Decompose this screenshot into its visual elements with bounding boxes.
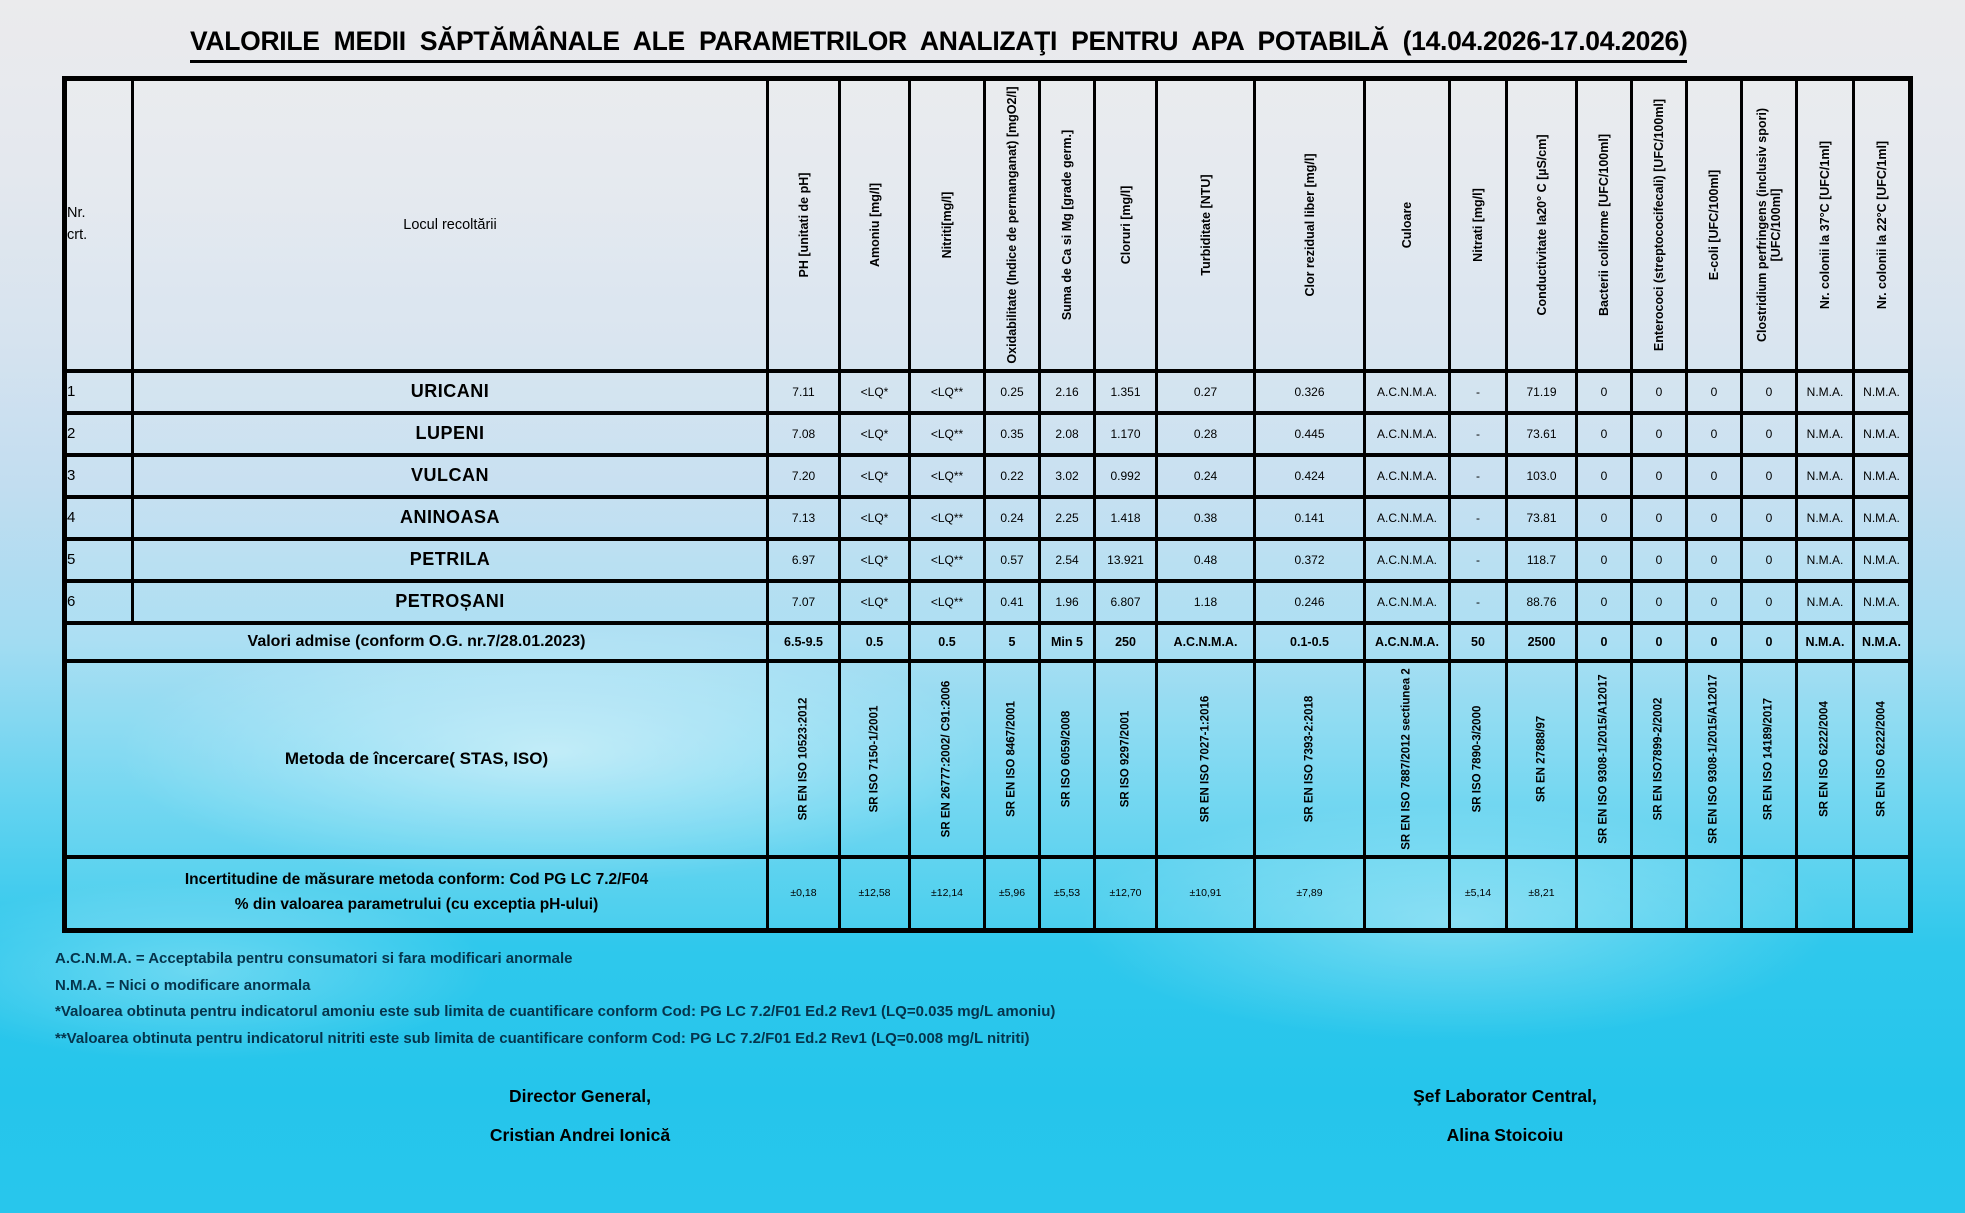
value-cell: 0 (1632, 497, 1687, 539)
value-cell: - (1450, 581, 1507, 623)
value-cell: <LQ* (840, 371, 910, 413)
param-header (1450, 79, 1507, 371)
param-header (768, 79, 840, 371)
value-cell: 0.22 (985, 455, 1040, 497)
value-cell: 2.25 (1040, 497, 1095, 539)
metoda-value-cell (1255, 661, 1365, 857)
footnote-line: N.M.A. = Nici o modificare anormala (55, 976, 311, 994)
valori-admise-value: 50 (1450, 623, 1507, 661)
metoda-value-cell (1632, 661, 1687, 857)
water-quality-table (62, 76, 1913, 933)
value-cell: - (1450, 413, 1507, 455)
table-row (65, 455, 1911, 497)
location-name: LUPENI (133, 413, 768, 455)
value-cell: 0 (1632, 539, 1687, 581)
value-cell: 0.28 (1157, 413, 1255, 455)
value-cell: 7.20 (768, 455, 840, 497)
signature-lab-title: Şef Laborator Central, (1413, 1085, 1597, 1106)
param-header (1040, 79, 1095, 371)
metoda-value: SR EN ISO 7393-2:2018 (1303, 695, 1316, 822)
value-cell: <LQ* (840, 581, 910, 623)
value-cell: 0.27 (1157, 371, 1255, 413)
value-cell: 0 (1687, 581, 1742, 623)
metoda-value: SR EN ISO7899-2/2002 (1652, 697, 1665, 820)
value-cell: N.M.A. (1797, 539, 1854, 581)
metoda-value: SR EN 26777:2002/ C91:2006 (940, 680, 953, 837)
row-number: 5 (65, 539, 133, 581)
value-cell: 73.81 (1507, 497, 1577, 539)
value-cell: 0 (1632, 371, 1687, 413)
value-cell: 2.16 (1040, 371, 1095, 413)
value-cell: <LQ** (910, 371, 985, 413)
incertitudine-row (65, 857, 1911, 931)
value-cell: 0 (1577, 539, 1632, 581)
value-cell: 0 (1687, 413, 1742, 455)
table-row (65, 581, 1911, 623)
param-header (1577, 79, 1632, 371)
value-cell: 0.326 (1255, 371, 1365, 413)
value-cell: 0.35 (985, 413, 1040, 455)
value-cell: 0 (1577, 455, 1632, 497)
value-cell: 3.02 (1040, 455, 1095, 497)
incertitudine-value (1742, 857, 1797, 931)
metoda-value: SR EN ISO 8467/2001 (1005, 700, 1018, 817)
metoda-value: SR ISO 6059/2008 (1060, 710, 1073, 807)
value-cell: 0.48 (1157, 539, 1255, 581)
value-cell: <LQ* (840, 455, 910, 497)
param-header-label: Conductivitate la20° C [µS/cm] (1534, 134, 1549, 316)
valori-admise-row (65, 623, 1911, 661)
value-cell: 0 (1632, 581, 1687, 623)
value-cell: 13.921 (1095, 539, 1157, 581)
value-cell: 0 (1577, 581, 1632, 623)
table-row (65, 497, 1911, 539)
metoda-value-cell (1687, 661, 1742, 857)
value-cell: N.M.A. (1797, 371, 1854, 413)
value-cell: <LQ** (910, 413, 985, 455)
value-cell: <LQ** (910, 497, 985, 539)
value-cell: 0 (1742, 539, 1797, 581)
incertitudine-value: ±12,70 (1095, 857, 1157, 931)
value-cell: <LQ** (910, 581, 985, 623)
valori-admise-value: 0.5 (840, 623, 910, 661)
value-cell: 1.96 (1040, 581, 1095, 623)
metoda-value: SR EN 27888/97 (1535, 715, 1548, 802)
value-cell: <LQ* (840, 539, 910, 581)
value-cell: 0 (1742, 413, 1797, 455)
metoda-value: SR ISO 7890-3/2000 (1471, 705, 1484, 812)
valori-admise-value: 0 (1632, 623, 1687, 661)
value-cell: 0 (1632, 413, 1687, 455)
incertitudine-label (65, 857, 768, 931)
value-cell: - (1450, 371, 1507, 413)
value-cell: <LQ* (840, 413, 910, 455)
value-cell: 103.0 (1507, 455, 1577, 497)
valori-admise-value: 2500 (1507, 623, 1577, 661)
param-header-label: Cloruri [mg/l] (1118, 185, 1133, 264)
footnote-line: A.C.N.M.A. = Acceptabila pentru consumatori si fara modificari anormale (55, 950, 573, 967)
value-cell: 1.418 (1095, 497, 1157, 539)
metoda-value: SR EN ISO 6222/2004 (1875, 700, 1888, 817)
valori-admise-value: 0 (1742, 623, 1797, 661)
value-cell: 0 (1687, 497, 1742, 539)
value-cell: 7.07 (768, 581, 840, 623)
value-cell: 0 (1687, 539, 1742, 581)
value-cell: 2.54 (1040, 539, 1095, 581)
param-header-label: E-coli [UFC/100ml] (1707, 169, 1721, 280)
value-cell: N.M.A. (1797, 455, 1854, 497)
value-cell: N.M.A. (1854, 371, 1911, 413)
table-row (65, 539, 1911, 581)
value-cell: N.M.A. (1854, 497, 1911, 539)
row-number: 4 (65, 497, 133, 539)
param-header-label: PH [unitati de pH] (796, 172, 811, 278)
param-header (1632, 79, 1687, 371)
table-row (65, 371, 1911, 413)
metoda-value-cell (768, 661, 840, 857)
value-cell: A.C.N.M.A. (1365, 539, 1450, 581)
value-cell: 0.24 (1157, 455, 1255, 497)
signature-lab-name: Alina Stoicoiu (1446, 1125, 1564, 1146)
row-number: 6 (65, 581, 133, 623)
value-cell: 6.97 (768, 539, 840, 581)
value-cell: 0 (1742, 455, 1797, 497)
incertitudine-value: ±5,96 (985, 857, 1040, 931)
param-header (985, 79, 1040, 371)
param-header-label: Suma de Ca si Mg [grade germ.] (1060, 129, 1074, 320)
metoda-value-cell (1040, 661, 1095, 857)
param-header (1157, 79, 1255, 371)
valori-admise-value: A.C.N.M.A. (1365, 623, 1450, 661)
value-cell: 0.57 (985, 539, 1040, 581)
metoda-value-cell (840, 661, 910, 857)
metoda-value: SR EN ISO 7027-1:2016 (1199, 695, 1212, 822)
header-nr-line1: Nr. (67, 205, 86, 221)
valori-admise-label: Valori admise (conform O.G. nr.7/28.01.2023) (65, 623, 768, 661)
value-cell: A.C.N.M.A. (1365, 497, 1450, 539)
valori-admise-value: N.M.A. (1854, 623, 1911, 661)
value-cell: N.M.A. (1854, 413, 1911, 455)
value-cell: 0.141 (1255, 497, 1365, 539)
incertitudine-label-line1: Incertitudine de măsurare metoda conform: Cod PG LC 7.2/F04 (184, 871, 649, 889)
page-title: VALORILE MEDII SĂPTĂMÂNALE ALE PARAMETRILOR ANALIZAŢI PENTRU APA POTABILĂ (14.04.2026-17.04.2026) (190, 26, 1687, 63)
incertitudine-value (1632, 857, 1687, 931)
footnotes (55, 946, 1965, 1053)
header-nr-crt (65, 79, 133, 371)
param-header (1742, 79, 1797, 371)
metoda-value: SR EN ISO 9308-1/2015/A12017 (1597, 673, 1610, 844)
valori-admise-value: 0 (1577, 623, 1632, 661)
incertitudine-value: ±12,14 (910, 857, 985, 931)
value-cell: N.M.A. (1797, 581, 1854, 623)
signature-sef-laborator (1275, 1077, 1735, 1156)
value-cell: 0.41 (985, 581, 1040, 623)
header-nr-line2: crt. (67, 226, 88, 243)
incertitudine-value: ±5,14 (1450, 857, 1507, 931)
value-cell: 7.13 (768, 497, 840, 539)
incertitudine-value (1577, 857, 1632, 931)
value-cell: 1.170 (1095, 413, 1157, 455)
value-cell: 0 (1577, 371, 1632, 413)
metoda-value-cell (1742, 661, 1797, 857)
valori-admise-value: 0.5 (910, 623, 985, 661)
metoda-value-cell (1854, 661, 1911, 857)
signature-director-title: Director General, (509, 1085, 651, 1106)
value-cell: A.C.N.M.A. (1365, 455, 1450, 497)
metoda-value-cell (1450, 661, 1507, 857)
row-number: 1 (65, 371, 133, 413)
incertitudine-value (1797, 857, 1854, 931)
param-header-label: Clostridium perfringens (inclusiv spori) [UFC/100ml] (1755, 107, 1783, 342)
location-name: URICANI (133, 371, 768, 413)
param-header (1095, 79, 1157, 371)
metoda-value: SR EN ISO 14189/2017 (1762, 697, 1775, 820)
value-cell: A.C.N.M.A. (1365, 371, 1450, 413)
header-row (65, 79, 1911, 371)
metoda-value-cell (985, 661, 1040, 857)
value-cell: 0.25 (985, 371, 1040, 413)
value-cell: 1.18 (1157, 581, 1255, 623)
incertitudine-label-line2: % din valoarea parametrului (cu exceptia pH-ului) (234, 896, 599, 914)
metoda-value: SR EN ISO 7887/2012 sectiunea 2 (1400, 667, 1413, 850)
param-header (1797, 79, 1854, 371)
param-header-label: Nr. colonii la 22°C [UFC/1ml] (1874, 140, 1889, 309)
incertitudine-value: ±7,89 (1255, 857, 1365, 931)
value-cell: N.M.A. (1854, 581, 1911, 623)
param-header-label: Clor rezidual liber [mg/l] (1302, 153, 1317, 297)
signature-director (365, 1077, 795, 1156)
value-cell: - (1450, 497, 1507, 539)
metoda-value: SR EN ISO 10523:2012 (797, 697, 810, 820)
value-cell: N.M.A. (1797, 497, 1854, 539)
value-cell: 0.445 (1255, 413, 1365, 455)
incertitudine-value: ±8,21 (1507, 857, 1577, 931)
metoda-row (65, 661, 1911, 857)
footnote-line: *Valoarea obtinuta pentru indicatorul amoniu este sub limita de cuantificare conform Cod: PG LC 7.2/F01 Ed.2 Rev1 (LQ=0.035 mg/L amoniu) (55, 1003, 1056, 1021)
param-header (1507, 79, 1577, 371)
value-cell: 0.38 (1157, 497, 1255, 539)
value-cell: A.C.N.M.A. (1365, 581, 1450, 623)
metoda-value: SR EN ISO 9308-1/2015/A12017 (1707, 673, 1720, 844)
param-header-label: Amoniu [mg/l] (867, 182, 882, 267)
value-cell: <LQ** (910, 455, 985, 497)
value-cell: 0.24 (985, 497, 1040, 539)
value-cell: 118.7 (1507, 539, 1577, 581)
value-cell: 7.08 (768, 413, 840, 455)
metoda-value: SR ISO 7150-1/2001 (868, 705, 881, 812)
location-name: PETRILA (133, 539, 768, 581)
incertitudine-value: ±10,91 (1157, 857, 1255, 931)
value-cell: A.C.N.M.A. (1365, 413, 1450, 455)
value-cell: 0 (1577, 497, 1632, 539)
value-cell: N.M.A. (1854, 455, 1911, 497)
param-header-label: Turbiditate [NTU] (1198, 174, 1213, 276)
table-row (65, 413, 1911, 455)
param-header (1687, 79, 1742, 371)
valori-admise-value: 0.1-0.5 (1255, 623, 1365, 661)
metoda-label: Metoda de încercare( STAS, ISO) (65, 661, 768, 857)
param-header-label: Nr. colonii la 37°C [UFC/1ml] (1818, 140, 1832, 309)
value-cell: <LQ* (840, 497, 910, 539)
value-cell: 0 (1687, 371, 1742, 413)
param-header-label: Nitriti[mg/l] (940, 191, 954, 259)
valori-admise-value: 250 (1095, 623, 1157, 661)
valori-admise-value: N.M.A. (1797, 623, 1854, 661)
signature-director-name: Cristian Andrei Ionică (489, 1125, 671, 1146)
value-cell: N.M.A. (1854, 539, 1911, 581)
param-header-label: Nitrati [mg/l] (1471, 187, 1485, 262)
location-name: VULCAN (133, 455, 768, 497)
value-cell: - (1450, 539, 1507, 581)
param-header (1854, 79, 1911, 371)
valori-admise-value: 5 (985, 623, 1040, 661)
param-header-label: Enterococi (streptococifecali) [UFC/100ml] (1652, 98, 1666, 351)
incertitudine-value (1365, 857, 1450, 931)
value-cell: 0.424 (1255, 455, 1365, 497)
incertitudine-value (1854, 857, 1911, 931)
value-cell: 0 (1742, 497, 1797, 539)
metoda-value-cell (1095, 661, 1157, 857)
param-header (840, 79, 910, 371)
valori-admise-value: Min 5 (1040, 623, 1095, 661)
value-cell: 1.351 (1095, 371, 1157, 413)
metoda-value: SR ISO 9297/2001 (1119, 710, 1132, 807)
metoda-value: SR EN ISO 6222/2004 (1818, 700, 1831, 817)
row-number: 3 (65, 455, 133, 497)
value-cell: 0 (1632, 455, 1687, 497)
value-cell: N.M.A. (1797, 413, 1854, 455)
value-cell: 0 (1687, 455, 1742, 497)
metoda-value-cell (910, 661, 985, 857)
metoda-value-cell (1507, 661, 1577, 857)
value-cell: - (1450, 455, 1507, 497)
incertitudine-value: ±5,53 (1040, 857, 1095, 931)
incertitudine-value (1687, 857, 1742, 931)
metoda-value-cell (1365, 661, 1450, 857)
metoda-value-cell (1797, 661, 1854, 857)
param-header-label: Culoare (1400, 201, 1414, 249)
value-cell: 0.372 (1255, 539, 1365, 581)
footnote-line: **Valoarea obtinuta pentru indicatorul nitriti este sub limita de cuantificare conform Cod: PG LC 7.2/F01 Ed.2 Rev1 (LQ=0.008 mg/L nitriti) (55, 1030, 1030, 1048)
value-cell: 71.19 (1507, 371, 1577, 413)
param-header (1255, 79, 1365, 371)
value-cell: 0 (1577, 413, 1632, 455)
incertitudine-value: ±12,58 (840, 857, 910, 931)
metoda-value-cell (1157, 661, 1255, 857)
value-cell: <LQ** (910, 539, 985, 581)
param-header-label: Oxidabilitate (Indice de permanganat) [mgO2/l] (1005, 86, 1019, 364)
signatures (0, 1077, 1965, 1207)
header-locul-recoltarii: Locul recoltării (133, 79, 768, 371)
value-cell: 6.807 (1095, 581, 1157, 623)
valori-admise-value: 0 (1687, 623, 1742, 661)
value-cell: 88.76 (1507, 581, 1577, 623)
value-cell: 0 (1742, 371, 1797, 413)
value-cell: 0 (1742, 581, 1797, 623)
value-cell: 0.992 (1095, 455, 1157, 497)
valori-admise-value: 6.5-9.5 (768, 623, 840, 661)
value-cell: 0.246 (1255, 581, 1365, 623)
incertitudine-value: ±0,18 (768, 857, 840, 931)
param-header-label: Bacterii coliforme [UFC/100ml] (1597, 133, 1611, 316)
valori-admise-value: A.C.N.M.A. (1157, 623, 1255, 661)
row-number: 2 (65, 413, 133, 455)
param-header (910, 79, 985, 371)
metoda-value-cell (1577, 661, 1632, 857)
value-cell: 7.11 (768, 371, 840, 413)
value-cell: 73.61 (1507, 413, 1577, 455)
location-name: PETROȘANI (133, 581, 768, 623)
location-name: ANINOASA (133, 497, 768, 539)
value-cell: 2.08 (1040, 413, 1095, 455)
param-header (1365, 79, 1450, 371)
